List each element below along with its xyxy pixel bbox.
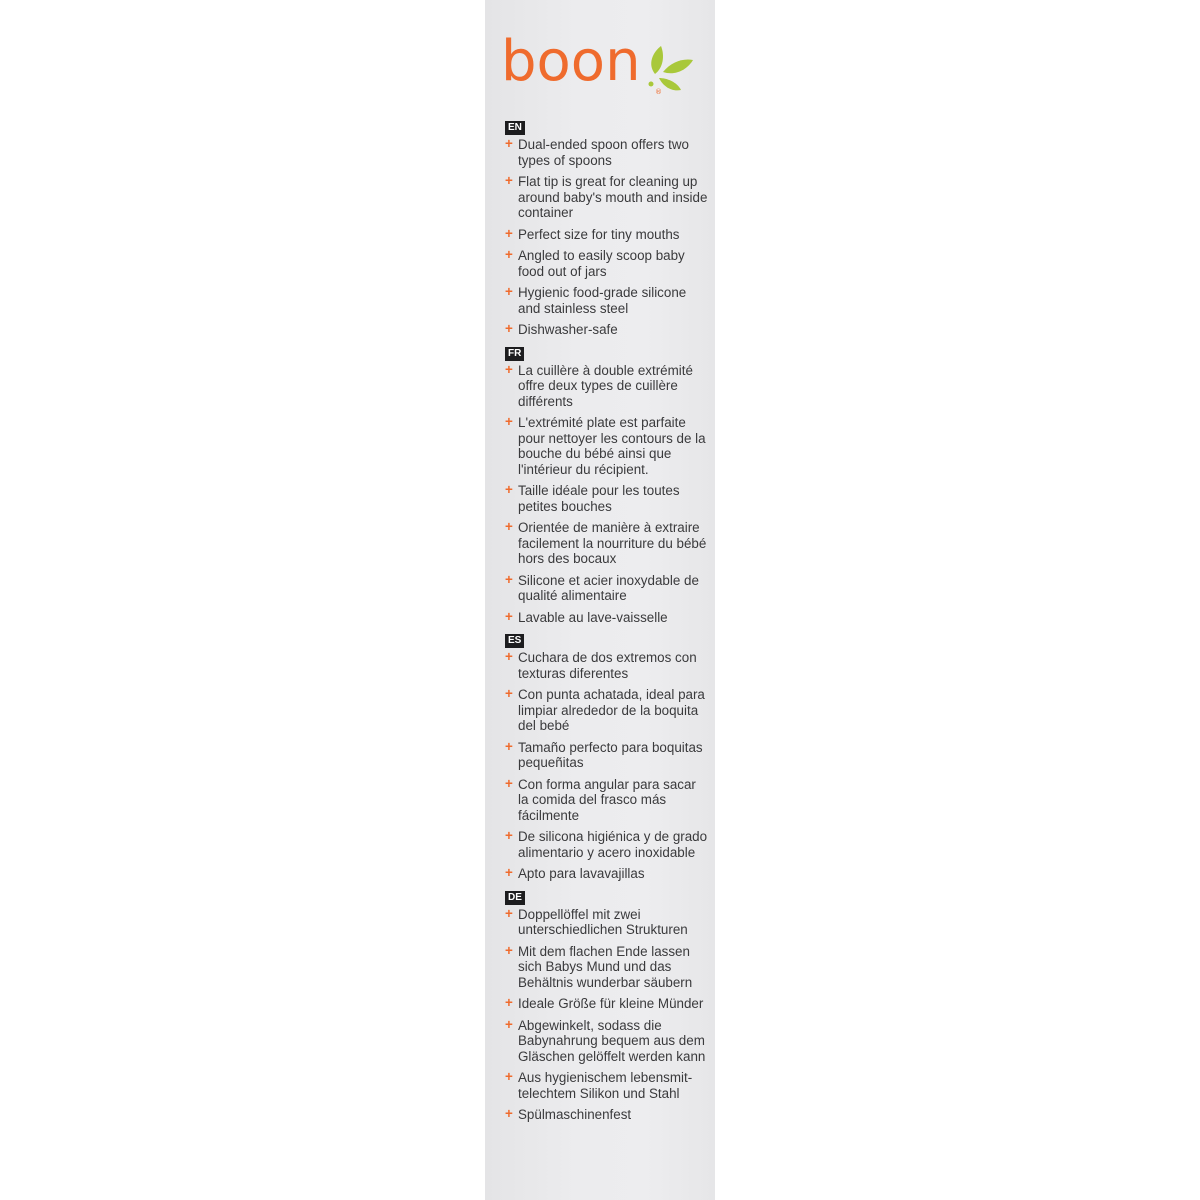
list-item [505,907,710,938]
lang-badge-en: EN [505,121,525,135]
plus-icon: + [505,361,513,377]
logo-wordmark: boon [501,29,641,94]
package-side-panel [485,0,715,1200]
list-item [505,777,710,824]
section-de [505,888,710,1123]
list-item-text: Spülmaschinenfest [518,1107,632,1122]
plus-icon: + [505,775,513,791]
list-item [505,610,710,626]
list-item-text: Dishwasher-safe [518,322,618,337]
plus-icon: + [505,519,513,534]
section-fr [505,344,710,626]
plus-icon: + [505,482,513,497]
list-item-text: Con punta achatada, ideal para limpiar alrededor de la boquita del bebé [518,687,705,733]
lang-badge-es: ES [505,634,524,648]
bullet-list-fr [505,363,710,626]
plus-icon: + [505,942,513,958]
list-item [505,1107,710,1123]
trademark-mark: ® [655,88,662,94]
list-item-text: Silicone et acier inoxydable de qualité alimentaire [518,572,699,603]
plus-icon: + [505,686,513,701]
list-item [505,174,710,221]
bullet-list-en [505,137,710,338]
list-item-text: Aus hygienischem lebensmit-telechtem Silikon und Stahl [518,1070,693,1101]
bullet-list-es [505,650,710,882]
plus-icon: + [505,225,513,241]
list-item-text: Con forma angular para sacar la comida del frasco más fácilmente [518,776,696,823]
plus-icon: + [505,995,513,1010]
list-item-text: Ideale Größe für kleine Münder [518,996,704,1011]
list-item-text: Apto para lavavajillas [518,866,645,881]
list-item-text: Tamaño perfecto para boquitas pequeñitas [518,739,703,770]
plus-icon: + [505,571,513,587]
plus-icon: + [505,1016,513,1032]
plus-icon: + [505,414,513,429]
plus-icon: + [505,136,513,151]
list-item-text: Perfect size for tiny mouths [518,226,680,242]
plus-icon: + [505,608,513,624]
list-item [505,248,710,279]
list-item [505,137,710,168]
list-item-text: La cuillère à double extrémité offre deux types de cuillère différents [518,362,693,409]
plus-icon: + [505,905,513,921]
list-item [505,650,710,681]
list-item [505,687,710,734]
list-item-text: Flat tip is great for cleaning up around baby's mouth and inside container [518,174,708,220]
plus-icon: + [505,865,513,880]
list-item [505,285,710,316]
list-item-text: Angled to easily scoop baby food out of jars [518,248,685,279]
list-item [505,415,710,477]
list-item [505,1070,710,1101]
plus-icon: + [505,173,513,188]
list-item [505,483,710,514]
list-item [505,944,710,991]
bullet-list-de [505,907,710,1123]
list-item-text: Cuchara de dos extremos con texturas diferentes [518,650,697,681]
list-item [505,829,710,860]
list-item-text: Lavable au lave-vaisselle [518,609,668,625]
plus-icon: + [505,247,513,262]
plus-icon: + [505,1069,513,1084]
list-item-text: Abgewinkelt, sodass die Babynahrung bequem aus dem Gläschen gelöffelt werden kann [518,1017,706,1064]
plus-icon: + [505,284,513,299]
list-item-text: De silicona higiénica y de grado alimentario y acero inoxidable [518,829,708,860]
lang-badge-de: DE [505,891,525,905]
plus-icon: + [505,321,513,336]
plus-icon: + [505,738,513,754]
list-item [505,573,710,604]
list-item [505,227,710,243]
leaf-icon [641,34,701,94]
list-item-text: Doppellöffel mit zwei unterschiedlichen Strukturen [518,906,688,937]
list-item [505,363,710,410]
section-es [505,631,710,882]
plus-icon: + [505,649,513,664]
list-item-text: Taille idéale pour les toutes petites bouches [518,483,680,514]
plus-icon: + [505,828,513,843]
list-item [505,740,710,771]
list-item [505,996,710,1012]
plus-icon: + [505,1106,513,1121]
list-item [505,1018,710,1065]
list-item [505,866,710,882]
boon-logo [501,30,701,110]
feature-list-container [505,118,710,1129]
list-item-text: Hygienic food-grade silicone and stainless steel [518,285,687,316]
list-item-text: Orientée de manière à extraire facilement la nourriture du bébé hors des bocaux [518,520,707,566]
list-item [505,520,710,567]
section-en [505,118,710,338]
list-item-text: Dual-ended spoon offers two types of spoons [518,137,689,168]
lang-badge-fr: FR [505,347,524,361]
list-item [505,322,710,338]
list-item-text: Mit dem flachen Ende lassen sich Babys Mund und das Behältnis wunderbar säubern [518,943,693,990]
list-item-text: L'extrémité plate est parfaite pour nettoyer les contours de la bouche du bébé ainsi que l'intérieur du récipient. [518,415,706,477]
